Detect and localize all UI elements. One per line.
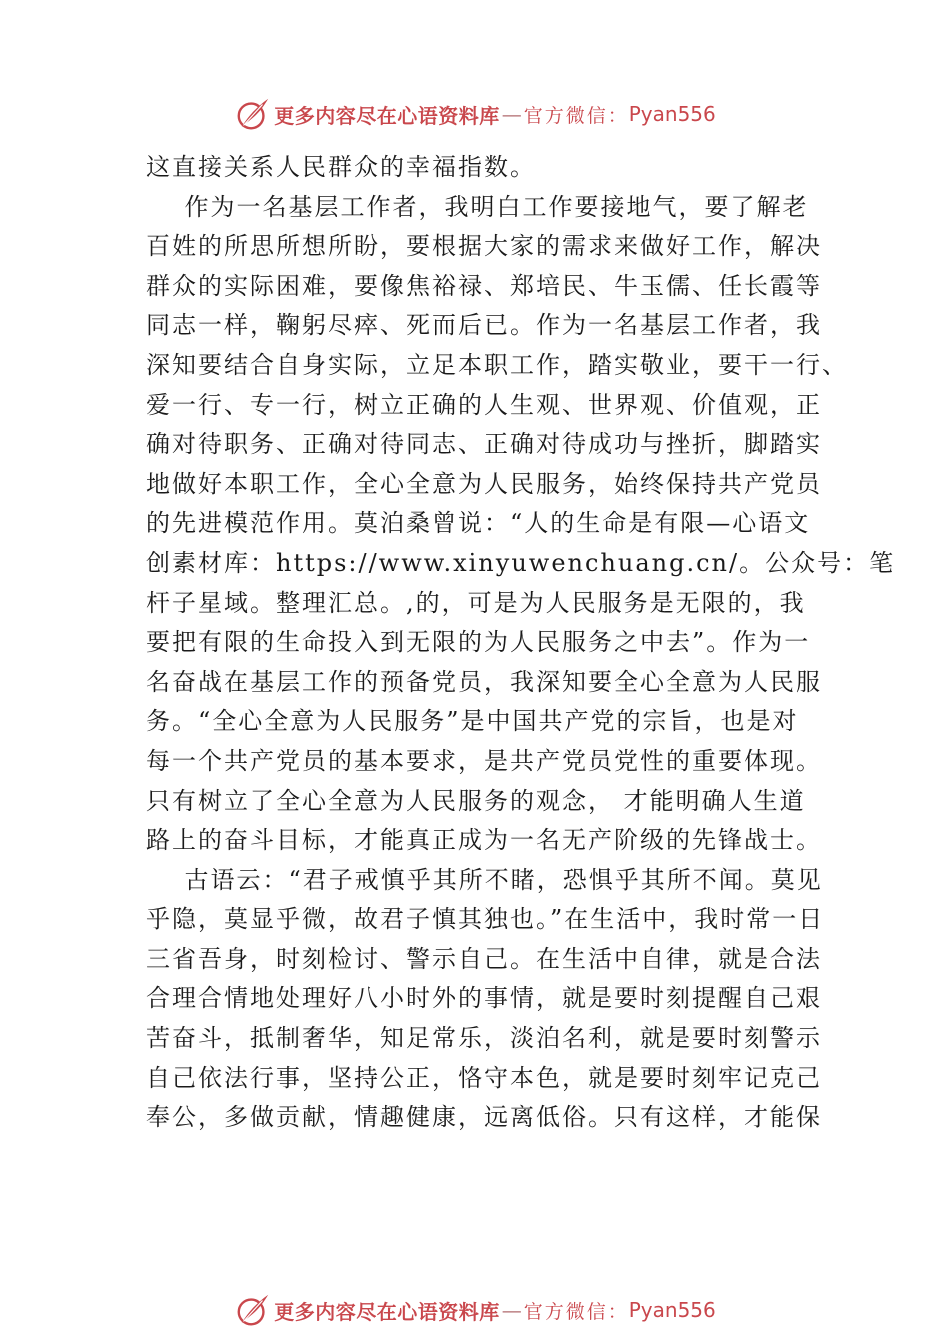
banner-main-text: 更多内容尽在心语资料库 [274,1299,500,1324]
banner-main-text: 更多内容尽在心语资料库 [274,103,500,128]
text-line: 奉公，多做贡献，情趣健康，远离低俗。只有这样，才能保 [146,1103,822,1132]
text-line: 乎隐，莫显乎微，故君子慎其独也。”在生活中，我时常一日 [146,905,825,934]
text-line: 自己依法行事，坚持公正，恪守本色，就是要时刻牢记克己 [146,1063,822,1092]
banner-wechat-label: 官方微信： [523,104,629,127]
text-line: 地做好本职工作，全心全意为人民服务，始终保持共产党员 [146,469,822,498]
quill-feather-logo-icon [234,1291,272,1329]
text-line: 古语云：“君子戒慎乎其所不睹，恐惧乎其所不闻。莫见 [146,865,823,894]
banner-separator: — [501,1298,522,1322]
text-line: 名奋战在基层工作的预备党员，我深知要全心全意为人民服 [146,667,822,696]
text-line: 三省吾身，时刻检讨、警示自己。在生活中自律，就是合法 [146,944,822,973]
text-line: 作为一名基层工作者，我明白工作要接地气，要了解老 [146,192,809,221]
quill-feather-logo-icon [234,95,272,133]
banner-wechat-label: 官方微信： [523,1300,629,1323]
text-line: 每一个共产党员的基本要求，是共产党员党性的重要体现。 [146,746,822,775]
footer-banner [0,1290,950,1330]
text-line: 深知要结合自身实际，立足本职工作，踏实敬业，要干一行、 [146,350,848,379]
text-line: 务。“全心全意为人民服务”是中国共产党的宗旨，也是对 [146,707,799,736]
text-line: 创素材库：https://www.xinyuwenchuang.cn/。公众号：笔 [146,548,896,577]
banner-wechat-id: Pyan556 [628,102,716,126]
text-line: 只有树立了全心全意为人民服务的观念， 才能明确人生道 [146,786,806,815]
text-line: 要把有限的生命投入到无限的为人民服务之中去”。作为一 [146,628,811,657]
text-line: 同志一样，鞠躬尽瘁、死而后已。作为一名基层工作者，我 [146,311,822,340]
text-line: 的先进模范作用。莫泊桑曾说：“人的生命是有限—心语文 [146,509,811,538]
text-line: 这直接关系人民群众的幸福指数。 [146,153,536,181]
banner-separator: — [501,102,522,126]
text-line: 合理合情地处理好八小时外的事情，就是要时刻提醒自己艰 [146,984,822,1013]
text-line: 爱一行、专一行，树立正确的人生观、世界观、价值观，正 [146,390,822,419]
text-line: 确对待职务、正确对待同志、正确对待成功与挫折，脚踏实 [146,430,822,459]
text-line: 苦奋斗，抵制奢华，知足常乐，淡泊名利，就是要时刻警示 [146,1024,822,1053]
header-banner [0,94,950,134]
text-line: 群众的实际困难，要像焦裕禄、郑培民、牛玉儒、任长霞等 [146,271,822,300]
banner-wechat-id: Pyan556 [628,1298,716,1322]
text-line: 杆子星域。整理汇总。,的，可是为人民服务是无限的，我 [146,588,806,617]
text-line: 路上的奋斗目标，才能真正成为一名无产阶级的先锋战士。 [146,826,822,855]
document-body [146,148,896,1138]
text-line: 百姓的所思所想所盼，要根据大家的需求来做好工作，解决 [146,232,822,261]
